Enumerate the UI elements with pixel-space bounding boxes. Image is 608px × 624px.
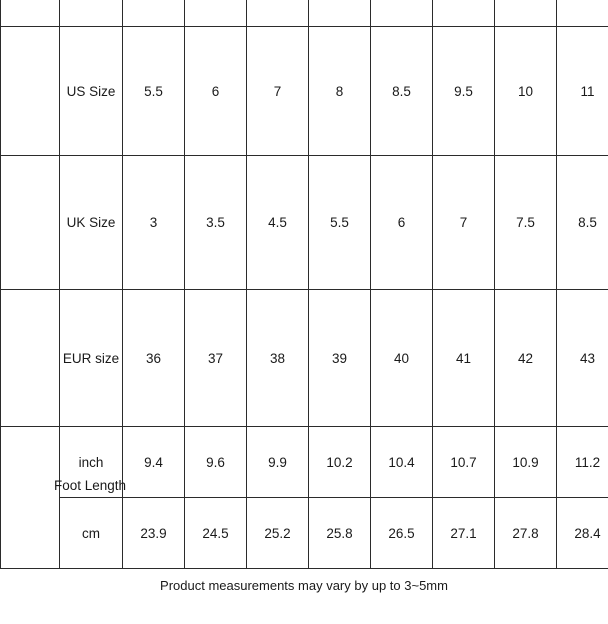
cell-value: 4.5 [247,156,309,290]
table-row-top-blank [1,0,608,27]
cell-group-blank [1,156,60,290]
cell-value: 24.5 [185,498,247,569]
cell-value: 25.8 [309,498,371,569]
cell-value: 42 [495,290,557,427]
cell-value: 23.9 [123,498,185,569]
foot-length-group-label: Foot Length [54,478,127,493]
row-label-us-size: US Size [60,27,123,156]
table-row-us-size [1,27,608,156]
cell-value: 10 [495,27,557,156]
cell-value: 10.7 [433,427,495,498]
cell-value: 6 [185,27,247,156]
cell-value: 28.4 [557,498,608,569]
cell-value: 9.4 [123,427,185,498]
cell-value: 11 [557,27,608,156]
cell-value: 41 [433,290,495,427]
cell-value: 7 [433,156,495,290]
row-label-cm: cm [60,498,123,569]
cell-value: 36 [123,290,185,427]
cell-value: 37 [185,290,247,427]
cell-value: 3 [123,156,185,290]
cell-value: 10.2 [309,427,371,498]
cell-value: 27.8 [495,498,557,569]
cell-value [557,0,608,27]
cell-value: 39 [309,290,371,427]
cell-value: 7 [247,27,309,156]
cell-value: 5.5 [309,156,371,290]
cell-value: 5.5 [123,27,185,156]
cell-value: 9.5 [433,27,495,156]
row-label-eur-size: EUR size [60,290,123,427]
measurement-footnote: Product measurements may vary by up to 3~5mm [160,578,448,593]
cell-value: 38 [247,290,309,427]
cell-corner-blank [1,0,60,27]
cell-value: 7.5 [495,156,557,290]
table-row-uk-size [1,156,608,290]
cell-value: 10.4 [371,427,433,498]
cell-value [185,0,247,27]
cell-value [371,0,433,27]
cell-value [247,0,309,27]
table-row-inch [1,427,608,498]
cell-value: 10.9 [495,427,557,498]
row-label-inch: inch [60,427,123,498]
table-row-eur-size [1,290,608,427]
cell-value: 43 [557,290,608,427]
cell-value: 6 [371,156,433,290]
cell-value: 27.1 [433,498,495,569]
cell-value: 11.2 [557,427,608,498]
cell-value: 8.5 [557,156,608,290]
cell-value [309,0,371,27]
cell-value: 8.5 [371,27,433,156]
row-label-uk-size: UK Size [60,156,123,290]
row-group-label-foot-length [1,427,60,569]
cell-value [433,0,495,27]
cell-value: 26.5 [371,498,433,569]
cell-value: 9.9 [247,427,309,498]
cell-value: 40 [371,290,433,427]
cell-value: 3.5 [185,156,247,290]
cell-value: 8 [309,27,371,156]
cell-value [495,0,557,27]
table-row-cm [1,498,608,569]
cell-group-blank [1,27,60,156]
cell-label-blank [60,0,123,27]
cell-group-blank [1,290,60,427]
cell-value: 25.2 [247,498,309,569]
cell-value [123,0,185,27]
cell-value: 9.6 [185,427,247,498]
